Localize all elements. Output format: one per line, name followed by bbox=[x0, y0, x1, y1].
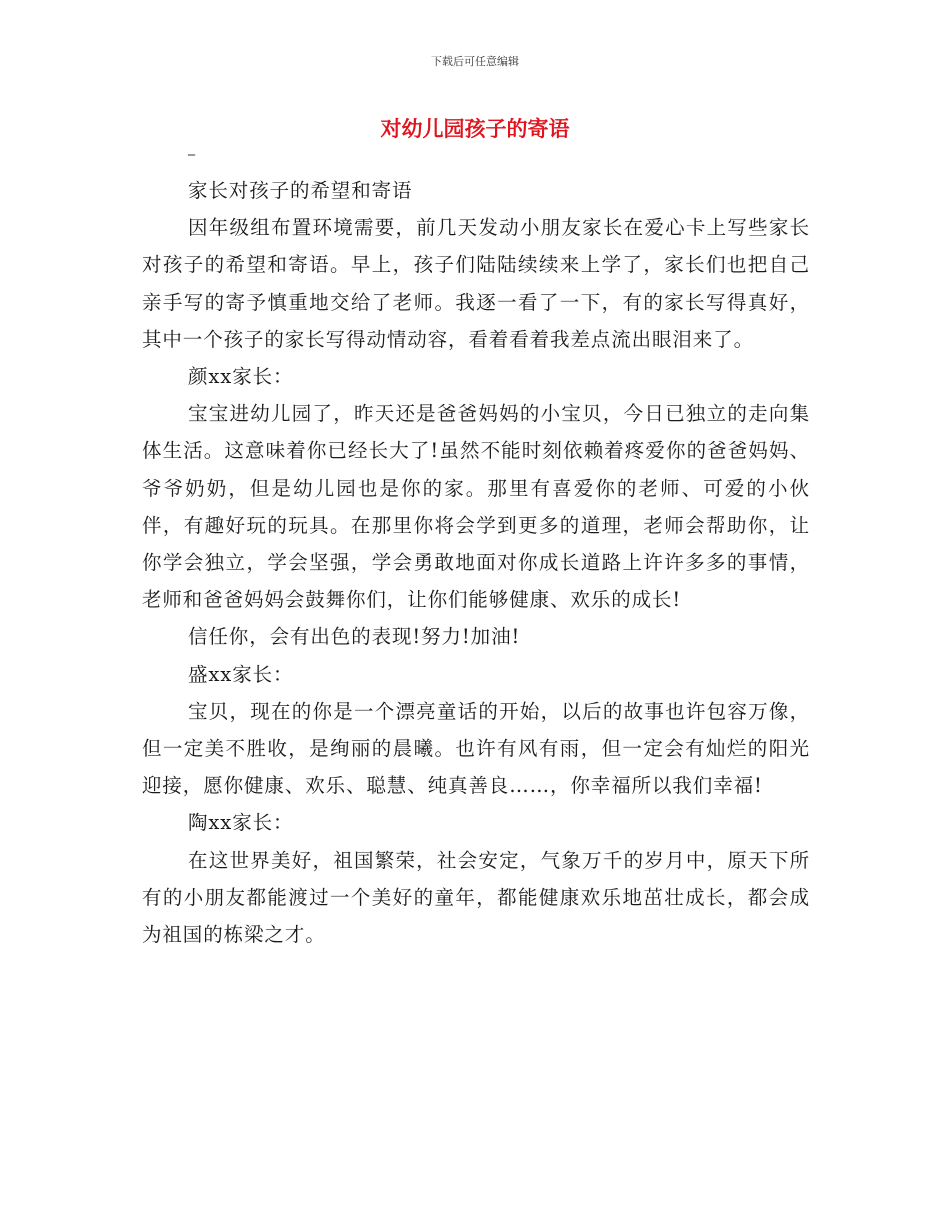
paragraph-yan-message: 宝宝进幼儿园了，昨天还是爸爸妈妈的小宝贝，今日已独立的走向集体生活。这意味着你已经长大了!虽然不能时刻依赖着疼爱你的爸爸妈妈、爷爷奶奶，但是幼儿园也是你的家。那里有喜爱你的老师、可爱的小伙伴，有趣好玩的玩具。在那里你将会学到更多的道理，老师会帮助你，让你学会独立，学会坚强，学会勇敢地面对你成长道路上许许多多的事情，老师和爸爸妈妈会鼓舞你们，让你们能够健康、欢乐的成长! bbox=[142, 402, 810, 612]
paragraph-yan-encourage: 信任你，会有出色的表现!努力!加油! bbox=[188, 625, 521, 649]
dash-mark: _ bbox=[188, 140, 195, 156]
parent-name-yan: 颜xx家长： bbox=[188, 365, 294, 389]
parent-name-tao: 陶xx家长： bbox=[188, 811, 294, 835]
parent-name-sheng: 盛xx家长： bbox=[188, 662, 294, 686]
document-body bbox=[142, 172, 810, 953]
page-title: 对幼儿园孩子的寄语 bbox=[380, 117, 570, 141]
paragraph-intro: 因年级组布置环境需要，前几天发动小朋友家长在爱心卡上写些家长对孩子的希望和寄语。早上，孩子们陆陆续续来上学了，家长们也把自己亲手写的寄予慎重地交给了老师。我逐一看了一下，有的家长写得真好，其中一个孩子的家长写得动情动容，看着看着我差点流出眼泪来了。 bbox=[142, 216, 810, 351]
paragraph-tao-message: 在这世界美好，祖国繁荣，社会安定，气象万千的岁月中，原天下所有的小朋友都能渡过一个美好的童年，都能健康欢乐地茁壮成长，都会成为祖国的栋梁之才。 bbox=[142, 848, 810, 947]
paragraph-sheng-message: 宝贝，现在的你是一个漂亮童话的开始，以后的故事也许包容万像，但一定美不胜收，是绚丽的晨曦。也许有风有雨，但一定会有灿烂的阳光迎接，愿你健康、欢乐、聪慧、纯真善良……，你幸福所以我们幸福! bbox=[142, 699, 810, 798]
header-note: 下载后可任意编辑 bbox=[431, 55, 519, 68]
paragraph-heading: 家长对孩子的希望和寄语 bbox=[188, 179, 413, 202]
